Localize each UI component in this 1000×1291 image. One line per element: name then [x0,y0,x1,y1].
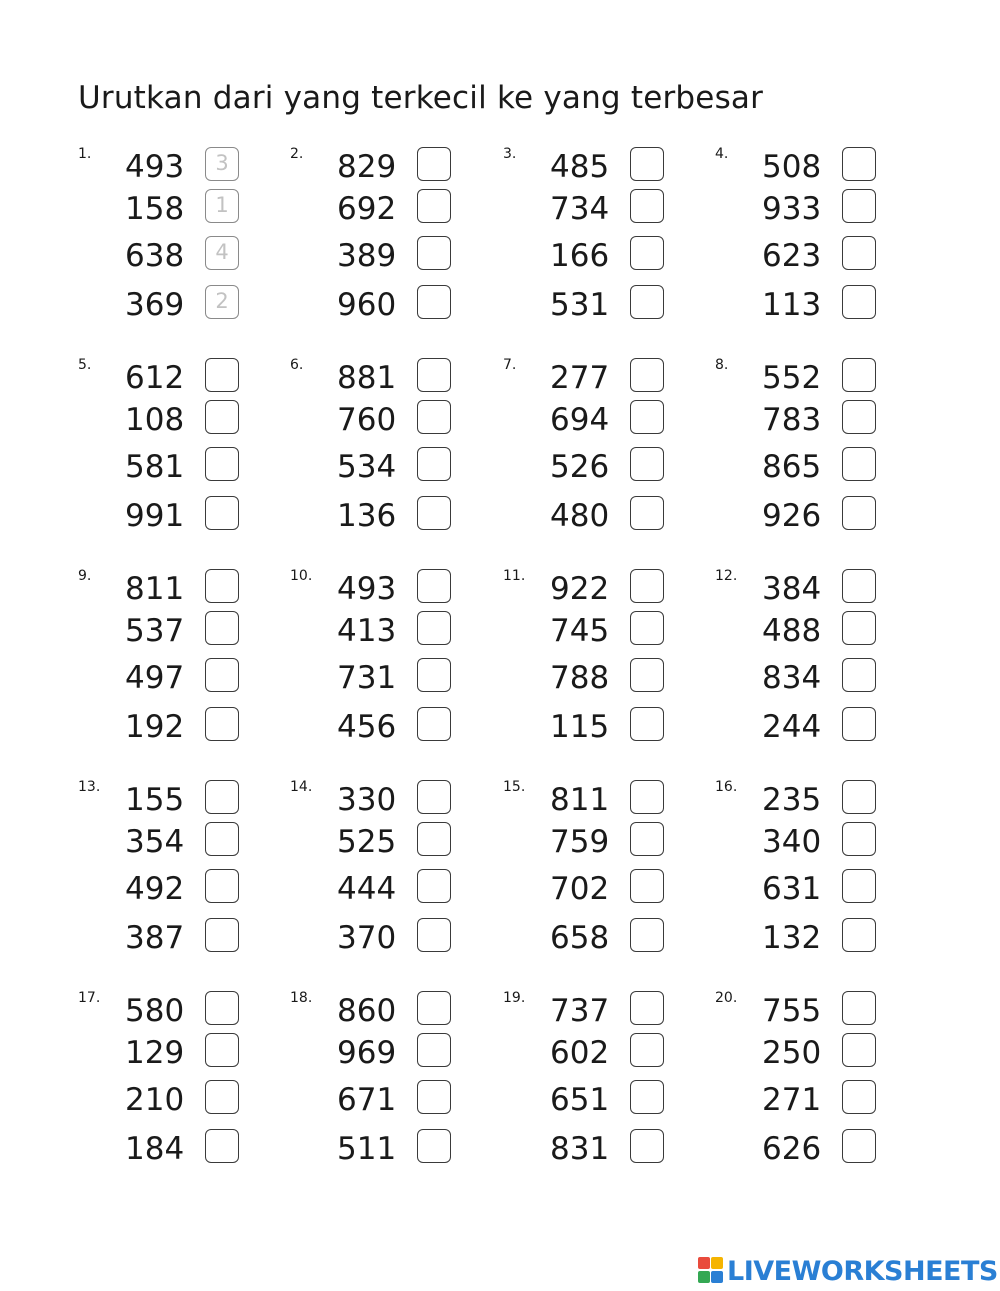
number-row [503,709,703,749]
number-row [78,920,278,960]
number-row [503,613,703,653]
number-value: 811 [550,782,610,818]
number-row [78,871,278,911]
problem-7 [503,357,703,547]
answer-box[interactable] [205,707,239,741]
problem-number: 4. [715,146,729,162]
problem-16 [715,779,915,969]
number-value: 511 [337,1131,397,1167]
answer-box[interactable] [205,1033,239,1067]
number-row [78,287,278,327]
number-value: 480 [550,498,610,534]
number-row [78,824,278,864]
number-row [715,191,915,231]
number-row [78,1035,278,1075]
number-value: 760 [337,402,397,438]
number-value: 192 [125,709,185,745]
number-row [78,360,278,400]
answer-box[interactable] [417,822,451,856]
number-value: 250 [762,1035,822,1071]
answer-box[interactable] [417,611,451,645]
number-row [503,1082,703,1122]
number-value: 488 [762,613,822,649]
problem-number: 12. [715,568,738,584]
problem-20 [715,990,915,1180]
answer-box[interactable]: 2 [205,285,239,319]
answer-box[interactable] [417,918,451,952]
number-value: 184 [125,1131,185,1167]
number-row [503,824,703,864]
number-row [290,824,490,864]
problem-number: 20. [715,990,738,1006]
number-row [290,660,490,700]
number-row [715,871,915,911]
answer-box[interactable] [630,147,664,181]
answer-box[interactable] [842,991,876,1025]
answer-box[interactable] [842,400,876,434]
number-value: 155 [125,782,185,818]
answer-box[interactable] [205,780,239,814]
number-row [290,871,490,911]
answer-box[interactable] [630,1033,664,1067]
number-value: 493 [337,571,397,607]
problem-12 [715,568,915,758]
number-value: 444 [337,871,397,907]
answer-box[interactable] [842,447,876,481]
number-row [78,1131,278,1171]
number-value: 384 [762,571,822,607]
number-row [78,660,278,700]
number-row [715,238,915,278]
number-value: 834 [762,660,822,696]
problem-number: 3. [503,146,517,162]
number-value: 602 [550,1035,610,1071]
number-value: 534 [337,449,397,485]
number-row [290,449,490,489]
number-row [78,993,278,1033]
number-row [78,498,278,538]
answer-box[interactable] [842,1033,876,1067]
number-value: 623 [762,238,822,274]
number-row [503,149,703,189]
answer-box[interactable] [205,918,239,952]
answer-box[interactable] [842,358,876,392]
number-row [290,149,490,189]
number-value: 969 [337,1035,397,1071]
problem-1 [78,146,278,336]
number-value: 129 [125,1035,185,1071]
page-title: Urutkan dari yang terkecil ke yang terbesar [78,80,764,116]
number-value: 881 [337,360,397,396]
answer-box[interactable] [417,1033,451,1067]
problem-15 [503,779,703,969]
number-value: 166 [550,238,610,274]
logo-square-red [698,1257,710,1269]
answer-box[interactable] [630,611,664,645]
number-value: 702 [550,871,610,907]
answer-box[interactable] [417,496,451,530]
problem-number: 19. [503,990,526,1006]
number-value: 759 [550,824,610,860]
number-value: 492 [125,871,185,907]
number-value: 991 [125,498,185,534]
number-value: 456 [337,709,397,745]
problem-number: 10. [290,568,313,584]
number-row [78,1082,278,1122]
answer-box[interactable] [417,147,451,181]
number-row [715,709,915,749]
number-row [503,920,703,960]
number-value: 493 [125,149,185,185]
number-value: 531 [550,287,610,323]
number-value: 829 [337,149,397,185]
answer-box[interactable] [630,1080,664,1114]
answer-box[interactable]: 4 [205,236,239,270]
answer-box[interactable] [630,918,664,952]
problem-3 [503,146,703,336]
answer-box[interactable] [842,1129,876,1163]
number-row [290,1082,490,1122]
number-value: 651 [550,1082,610,1118]
number-value: 132 [762,920,822,956]
answer-box[interactable] [205,1129,239,1163]
number-row [715,824,915,864]
answer-box[interactable] [417,400,451,434]
answer-box[interactable] [205,358,239,392]
number-row [503,191,703,231]
number-row [715,149,915,189]
number-row [290,191,490,231]
number-value: 788 [550,660,610,696]
answer-box[interactable] [630,991,664,1025]
number-row [503,660,703,700]
number-row [78,571,278,611]
problem-number: 11. [503,568,526,584]
number-row [503,1131,703,1171]
number-row [290,1035,490,1075]
answer-box[interactable] [842,822,876,856]
answer-box[interactable] [842,869,876,903]
number-value: 115 [550,709,610,745]
number-row [503,993,703,1033]
number-value: 783 [762,402,822,438]
number-row [715,449,915,489]
number-row [503,238,703,278]
number-value: 537 [125,613,185,649]
problem-6 [290,357,490,547]
problem-4 [715,146,915,336]
number-value: 552 [762,360,822,396]
logo-square-yellow [711,1257,723,1269]
number-value: 277 [550,360,610,396]
number-row [715,287,915,327]
number-value: 731 [337,660,397,696]
number-value: 831 [550,1131,610,1167]
answer-box[interactable] [417,569,451,603]
number-row [290,498,490,538]
answer-box[interactable] [417,285,451,319]
number-value: 485 [550,149,610,185]
number-value: 340 [762,824,822,860]
number-value: 658 [550,920,610,956]
number-row [290,1131,490,1171]
number-row [715,360,915,400]
answer-box[interactable] [630,358,664,392]
number-row [503,1035,703,1075]
problem-number: 5. [78,357,92,373]
answer-box[interactable] [842,147,876,181]
number-row [290,402,490,442]
number-value: 354 [125,824,185,860]
liveworksheets-logo [698,1254,998,1288]
problem-number: 6. [290,357,304,373]
number-row [715,920,915,960]
answer-box[interactable] [417,1129,451,1163]
number-row [78,238,278,278]
answer-box[interactable] [630,569,664,603]
number-row [503,571,703,611]
answer-box[interactable] [630,496,664,530]
answer-box[interactable] [417,991,451,1025]
answer-box[interactable] [842,658,876,692]
number-value: 755 [762,993,822,1029]
number-value: 638 [125,238,185,274]
problem-17 [78,990,278,1180]
number-value: 865 [762,449,822,485]
number-value: 580 [125,993,185,1029]
problem-number: 1. [78,146,92,162]
problem-number: 14. [290,779,313,795]
number-value: 581 [125,449,185,485]
answer-box[interactable] [417,236,451,270]
number-value: 926 [762,498,822,534]
number-row [715,782,915,822]
number-value: 370 [337,920,397,956]
problem-number: 2. [290,146,304,162]
number-row [503,287,703,327]
number-row [290,782,490,822]
answer-box[interactable] [842,780,876,814]
answer-box[interactable] [417,189,451,223]
answer-box[interactable] [842,285,876,319]
number-value: 235 [762,782,822,818]
number-value: 737 [550,993,610,1029]
answer-box[interactable] [205,447,239,481]
answer-box[interactable] [630,285,664,319]
problem-number: 8. [715,357,729,373]
number-row [290,709,490,749]
problem-9 [78,568,278,758]
number-row [290,571,490,611]
answer-box[interactable] [630,400,664,434]
answer-box[interactable] [205,569,239,603]
number-row [503,360,703,400]
answer-box[interactable] [842,189,876,223]
answer-box[interactable]: 1 [205,189,239,223]
number-row [715,1131,915,1171]
number-value: 271 [762,1082,822,1118]
logo-wordmark: LIVEWORKSHEETS [727,1255,998,1287]
answer-box[interactable] [842,611,876,645]
number-row [78,191,278,231]
number-row [503,498,703,538]
answer-box[interactable] [630,658,664,692]
answer-box[interactable] [417,780,451,814]
number-value: 745 [550,613,610,649]
number-row [503,782,703,822]
number-value: 244 [762,709,822,745]
answer-box[interactable] [205,496,239,530]
answer-box[interactable] [630,707,664,741]
number-value: 508 [762,149,822,185]
answer-box[interactable] [630,236,664,270]
problem-5 [78,357,278,547]
number-value: 960 [337,287,397,323]
number-value: 694 [550,402,610,438]
answer-box[interactable] [205,991,239,1025]
number-value: 525 [337,824,397,860]
number-row [78,402,278,442]
problem-number: 13. [78,779,101,795]
answer-box[interactable] [205,822,239,856]
number-row [503,871,703,911]
number-row [715,660,915,700]
answer-box[interactable] [417,447,451,481]
problem-number: 16. [715,779,738,795]
number-value: 369 [125,287,185,323]
answer-box[interactable] [630,1129,664,1163]
number-value: 158 [125,191,185,227]
answer-box[interactable] [842,918,876,952]
answer-box[interactable] [205,400,239,434]
answer-box[interactable] [842,569,876,603]
problem-11 [503,568,703,758]
number-row [715,402,915,442]
problem-19 [503,990,703,1180]
number-row [715,571,915,611]
number-row [78,613,278,653]
number-row [715,1035,915,1075]
answer-box[interactable] [205,658,239,692]
liveworksheets-logo-icon [698,1257,724,1285]
number-row [78,782,278,822]
number-row [290,993,490,1033]
problem-13 [78,779,278,969]
problem-2 [290,146,490,336]
number-value: 671 [337,1082,397,1118]
answer-box[interactable] [842,236,876,270]
answer-box[interactable] [417,707,451,741]
number-value: 136 [337,498,397,534]
number-value: 526 [550,449,610,485]
problem-14 [290,779,490,969]
number-value: 612 [125,360,185,396]
number-row [715,613,915,653]
number-row [290,920,490,960]
number-value: 387 [125,920,185,956]
number-row [290,287,490,327]
problem-number: 17. [78,990,101,1006]
number-value: 389 [337,238,397,274]
number-row [503,402,703,442]
number-value: 860 [337,993,397,1029]
number-value: 734 [550,191,610,227]
answer-box[interactable] [417,869,451,903]
answer-box[interactable] [630,447,664,481]
answer-box[interactable] [205,611,239,645]
number-value: 330 [337,782,397,818]
answer-box[interactable] [417,358,451,392]
problem-8 [715,357,915,547]
answer-box[interactable] [842,1080,876,1114]
answer-box[interactable] [205,869,239,903]
answer-box[interactable] [205,1080,239,1114]
answer-box[interactable] [842,496,876,530]
answer-box[interactable] [630,780,664,814]
number-row [78,149,278,189]
number-row [78,449,278,489]
logo-square-blue [711,1271,723,1283]
problem-number: 18. [290,990,313,1006]
answer-box[interactable]: 3 [205,147,239,181]
number-row [78,709,278,749]
number-row [715,993,915,1033]
number-value: 933 [762,191,822,227]
number-value: 497 [125,660,185,696]
number-value: 210 [125,1082,185,1118]
number-row [503,449,703,489]
number-row [290,360,490,400]
number-value: 108 [125,402,185,438]
number-value: 922 [550,571,610,607]
problem-18 [290,990,490,1180]
number-value: 692 [337,191,397,227]
number-row [715,1082,915,1122]
problem-10 [290,568,490,758]
answer-box[interactable] [842,707,876,741]
number-value: 811 [125,571,185,607]
number-row [715,498,915,538]
answer-box[interactable] [630,869,664,903]
problem-number: 15. [503,779,526,795]
number-row [290,238,490,278]
number-value: 113 [762,287,822,323]
logo-square-green [698,1271,710,1283]
answer-box[interactable] [417,658,451,692]
number-row [290,613,490,653]
problem-number: 7. [503,357,517,373]
answer-box[interactable] [630,189,664,223]
number-value: 631 [762,871,822,907]
number-value: 626 [762,1131,822,1167]
answer-box[interactable] [630,822,664,856]
answer-box[interactable] [417,1080,451,1114]
problem-number: 9. [78,568,92,584]
number-value: 413 [337,613,397,649]
